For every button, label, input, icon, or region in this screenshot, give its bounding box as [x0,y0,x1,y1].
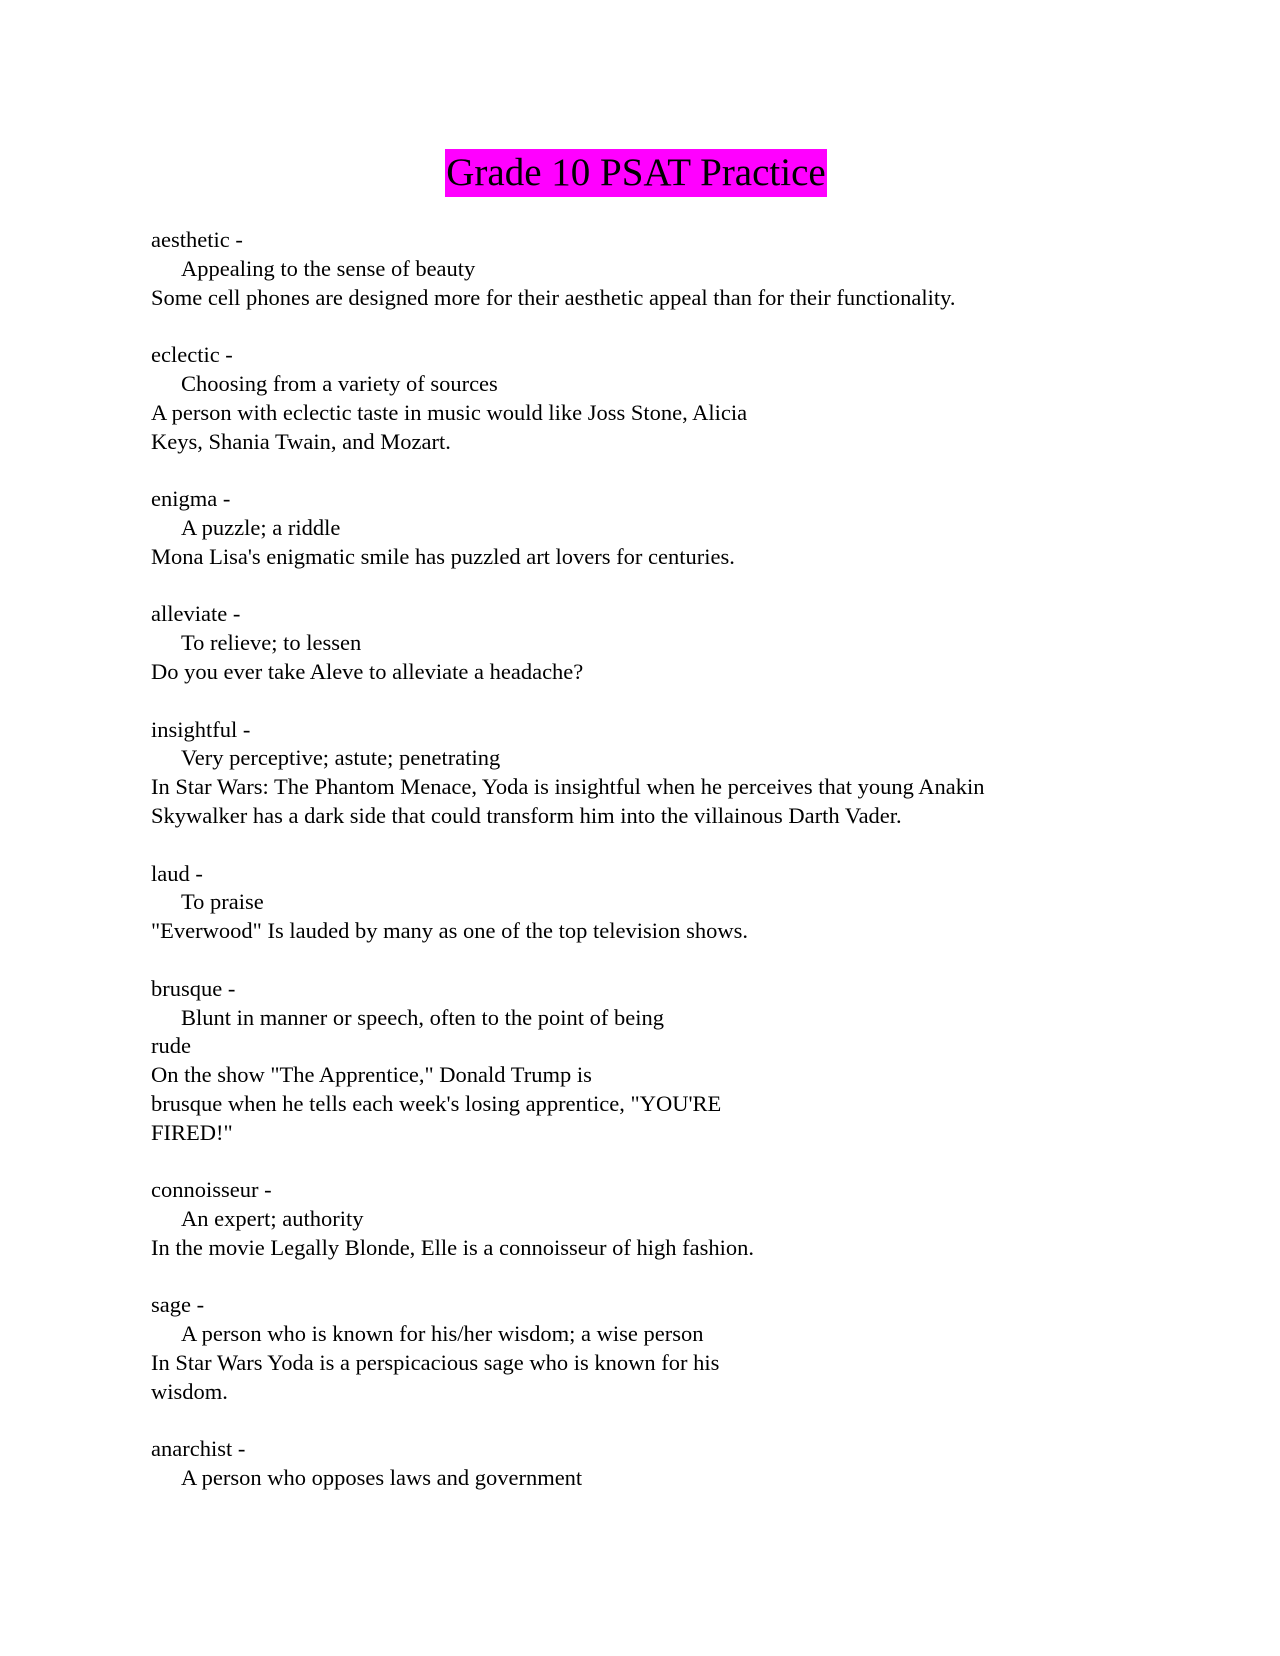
vocab-example: FIRED!" [151,1119,233,1145]
title-container [0,149,1280,197]
vocab-entry [151,226,1151,312]
vocab-entry [151,716,1151,831]
vocab-example: wisdom. [151,1378,228,1404]
vocab-definition: Appealing to the sense of beauty [181,255,476,281]
vocab-definition: Choosing from a variety of sources [181,370,498,396]
vocab-example: Mona Lisa's enigmatic smile has puzzled art lovers for centuries. [151,543,735,569]
vocab-example: rude [151,1033,191,1059]
vocabulary-list [151,226,1151,1522]
vocab-example: In Star Wars: The Phantom Menace, Yoda is insightful when he perceives that young Anakin [151,774,985,800]
vocab-entry [151,860,1151,946]
document-title: Grade 10 PSAT Practice [445,149,826,197]
vocab-term: enigma - [151,486,231,512]
vocab-entry [151,1435,1151,1493]
vocab-definition: An expert; authority [181,1206,364,1232]
vocab-example: Skywalker has a dark side that could transform him into the villainous Darth Vader. [151,802,902,828]
vocab-term: insightful - [151,716,251,742]
vocab-entry [151,975,1151,1148]
vocab-term: connoisseur - [151,1177,272,1203]
vocab-example: "Everwood" Is lauded by many as one of the top television shows. [151,918,749,944]
vocab-entry [151,600,1151,686]
vocab-definition: To praise [181,889,264,915]
vocab-entry [151,1291,1151,1406]
vocab-definition: A puzzle; a riddle [181,514,341,540]
vocab-definition: Blunt in manner or speech, often to the point of being [181,1004,665,1030]
vocab-example: In Star Wars Yoda is a perspicacious sage who is known for his [151,1350,720,1376]
vocab-term: anarchist - [151,1436,246,1462]
vocab-entry [151,1176,1151,1262]
vocab-example: Keys, Shania Twain, and Mozart. [151,428,451,454]
vocab-entry [151,341,1151,456]
vocab-example: Some cell phones are designed more for their aesthetic appeal than for their functionality. [151,284,956,310]
vocab-example: On the show "The Apprentice," Donald Trump is [151,1062,592,1088]
vocab-example: A person with eclectic taste in music would like Joss Stone, Alicia [151,399,748,425]
vocab-term: brusque - [151,975,236,1001]
vocab-term: laud - [151,860,203,886]
vocab-definition: A person who opposes laws and government [181,1465,583,1491]
vocab-example: In the movie Legally Blonde, Elle is a connoisseur of high fashion. [151,1234,754,1260]
vocab-term: eclectic - [151,342,233,368]
vocab-definition: A person who is known for his/her wisdom; a wise person [181,1321,704,1347]
vocab-definition: To relieve; to lessen [181,630,362,656]
vocab-term: aesthetic - [151,227,243,252]
vocab-term: sage - [151,1292,205,1318]
vocab-term: alleviate - [151,601,241,627]
vocab-example: brusque when he tells each week's losing apprentice, "YOU'RE [151,1090,722,1116]
vocab-entry [151,485,1151,571]
vocab-example: Do you ever take Aleve to alleviate a headache? [151,658,584,684]
vocab-definition: Very perceptive; astute; penetrating [181,745,501,771]
